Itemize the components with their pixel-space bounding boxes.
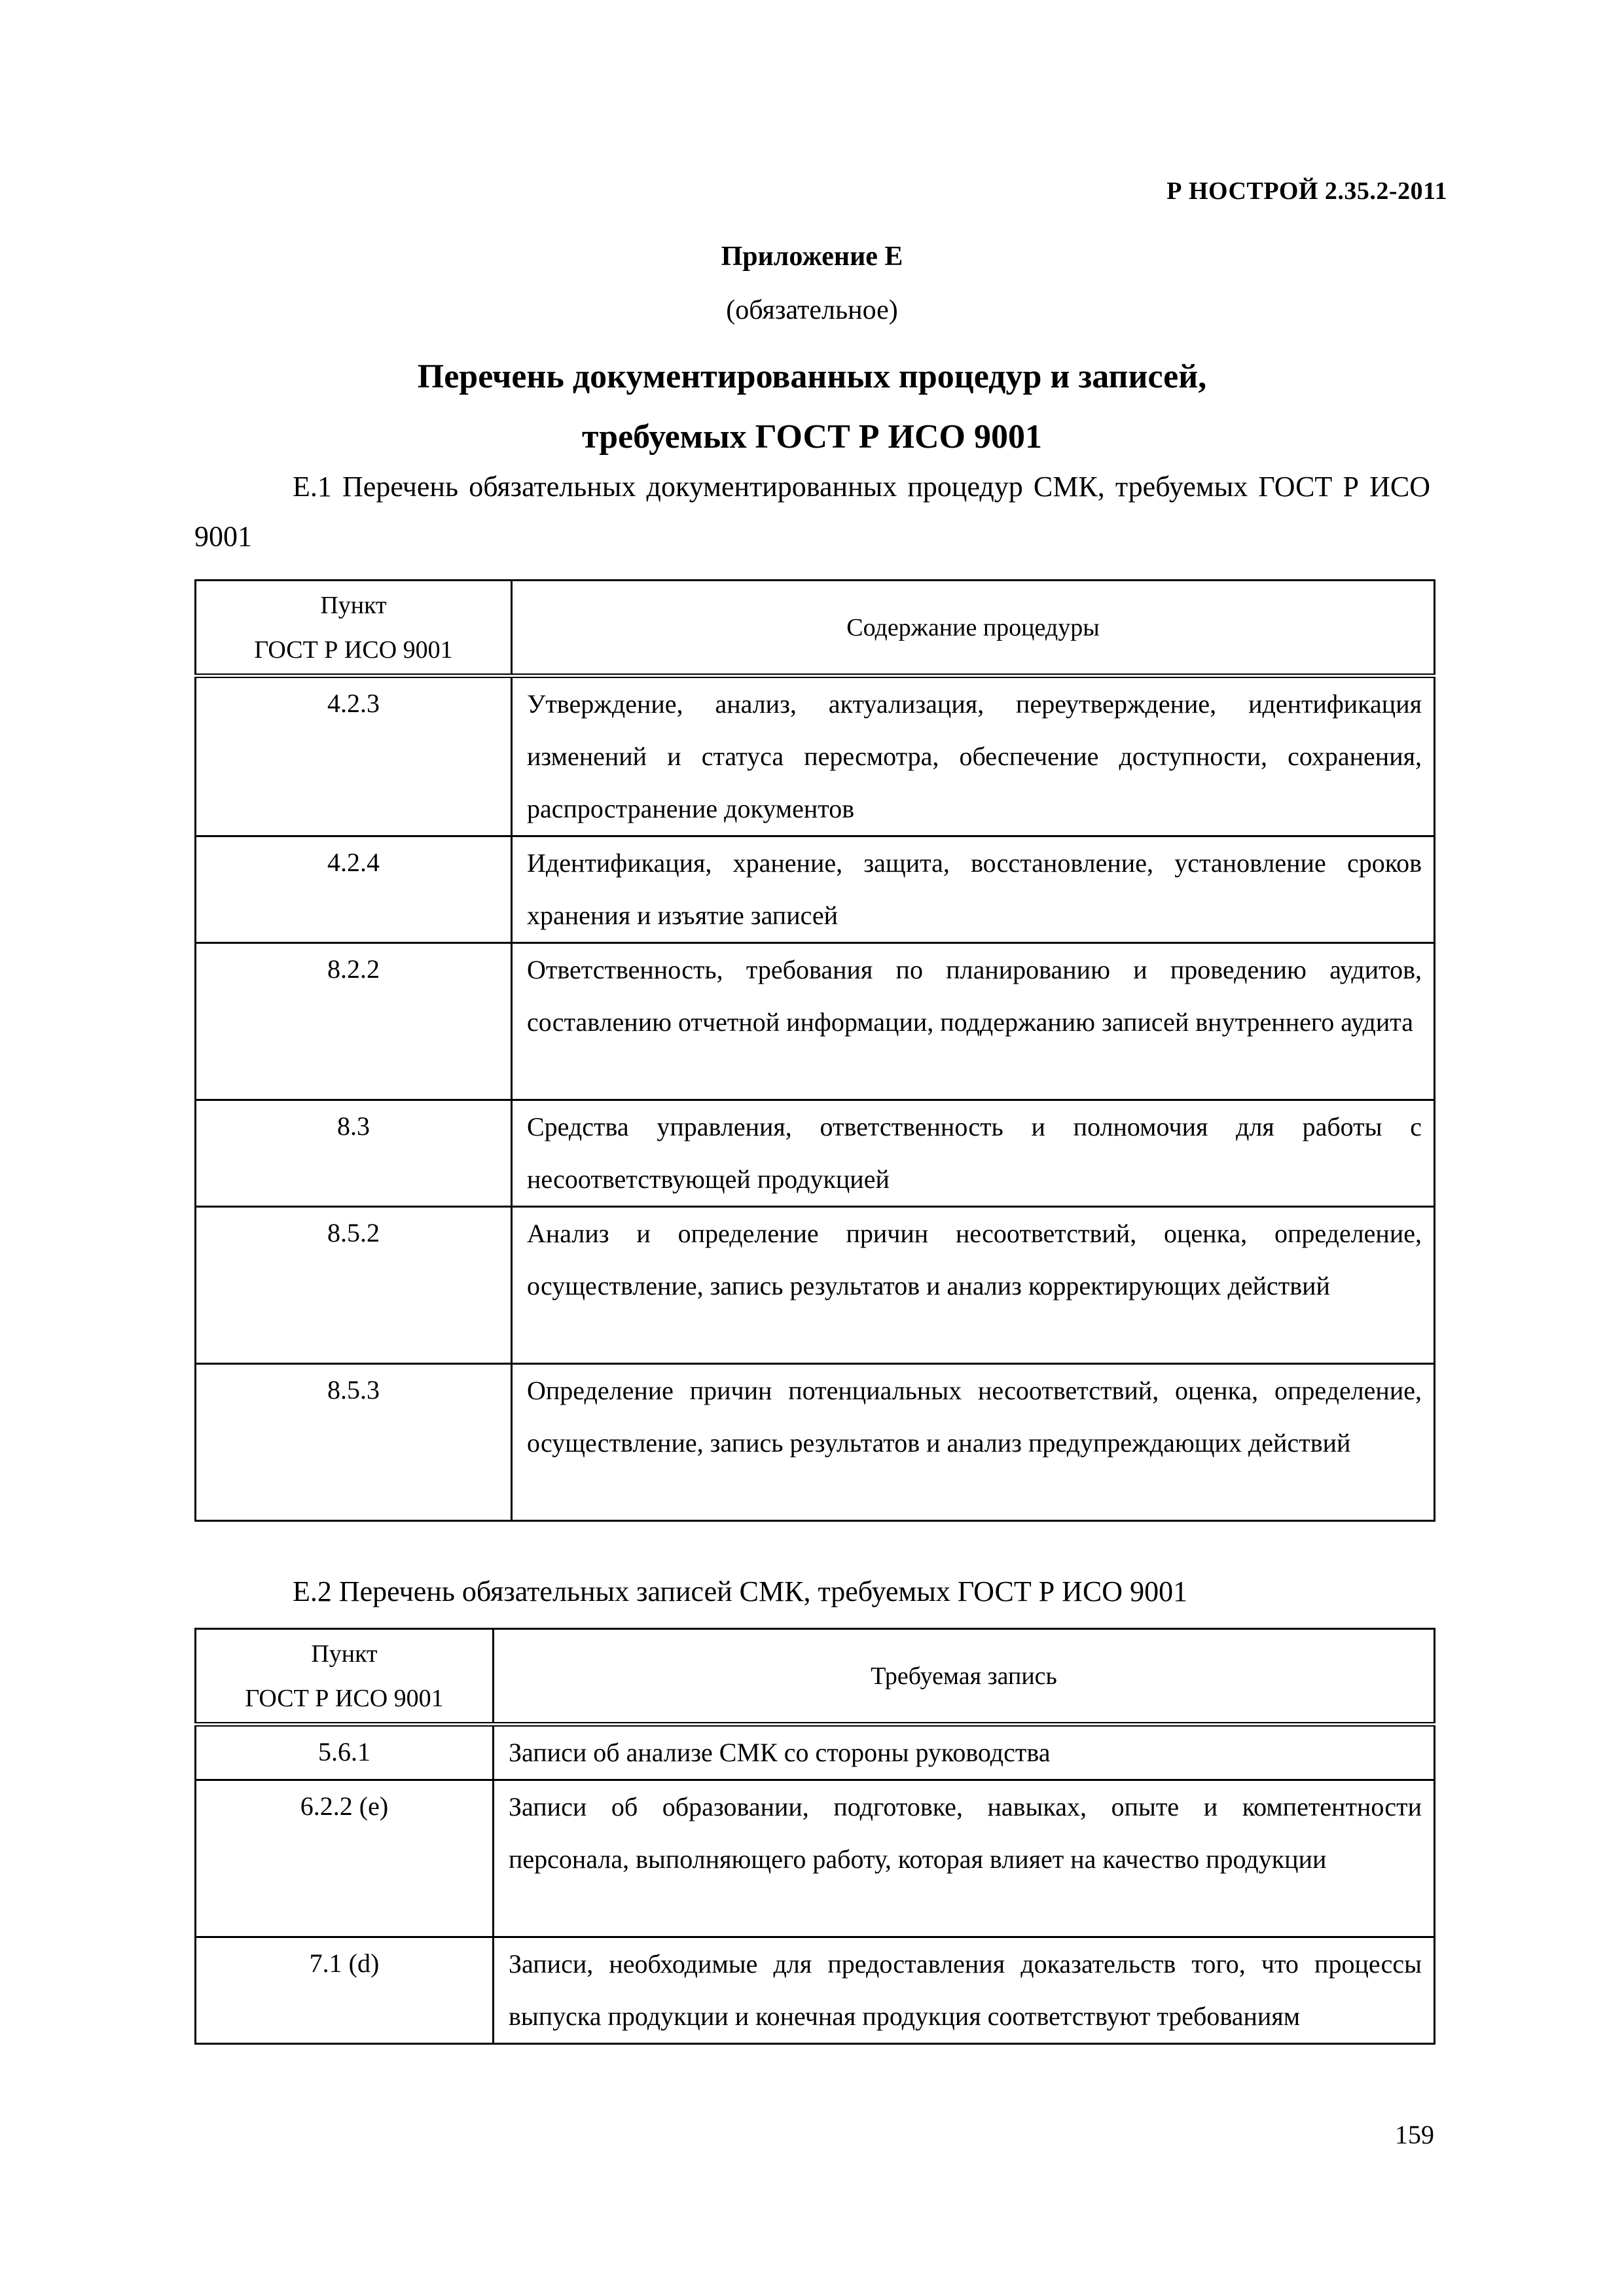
table-row bbox=[196, 943, 1435, 1100]
records-table bbox=[194, 1628, 1435, 2045]
content-cell: Идентификация, хранение, защита, восстановление, установление сроков хранения и изъятие записей bbox=[512, 836, 1435, 943]
document-code: Р НОСТРОЙ 2.35.2-2011 bbox=[1166, 177, 1447, 205]
clause-column-header bbox=[196, 581, 512, 676]
clause-header-line-2: ГОСТ Р ИСО 9001 bbox=[245, 1684, 444, 1712]
appendix-title: Приложение Е bbox=[721, 242, 903, 272]
table-row bbox=[196, 1937, 1435, 2044]
clause-cell: 5.6.1 bbox=[196, 1725, 494, 1780]
table-row bbox=[196, 1725, 1435, 1780]
clause-cell: 4.2.3 bbox=[196, 676, 512, 836]
record-cell: Записи об анализе СМК со стороны руководства bbox=[494, 1725, 1435, 1780]
clause-header-line-1: Пункт bbox=[320, 591, 387, 619]
record-cell: Записи, необходимые для предоставления доказательств того, что процессы выпуска продукции и конечная продукция соответствуют требованиям bbox=[494, 1937, 1435, 2044]
record-cell: Записи об образовании, подготовке, навыках, опыте и компетентности персонала, выполняющего работу, которая влияет на качество продукции bbox=[494, 1780, 1435, 1937]
clause-cell: 8.5.3 bbox=[196, 1364, 512, 1521]
content-cell: Определение причин потенциальных несоответствий, оценка, определение, осуществление, запись результатов и анализ предупреждающих действий bbox=[512, 1364, 1435, 1521]
clause-column-header bbox=[196, 1629, 494, 1725]
clause-cell: 6.2.2 (е) bbox=[196, 1780, 494, 1937]
table-row bbox=[196, 1100, 1435, 1207]
appendix-note: (обязательное) bbox=[726, 295, 898, 325]
content-column-header: Содержание процедуры bbox=[512, 581, 1435, 676]
main-title-line-1: Перечень документированных процедур и записей, bbox=[417, 358, 1207, 395]
clause-cell: 8.5.2 bbox=[196, 1207, 512, 1364]
table-header-row bbox=[196, 581, 1435, 676]
clause-cell: 8.3 bbox=[196, 1100, 512, 1207]
clause-cell: 7.1 (d) bbox=[196, 1937, 494, 2044]
content-cell: Ответственность, требования по планированию и проведению аудитов, составлению отчетной информации, поддержанию записей внутреннего аудита bbox=[512, 943, 1435, 1100]
main-title-line-2: требуемых ГОСТ Р ИСО 9001 bbox=[581, 418, 1042, 456]
table-row bbox=[196, 1780, 1435, 1937]
procedures-table bbox=[194, 579, 1435, 1522]
clause-cell: 4.2.4 bbox=[196, 836, 512, 943]
table-header-row bbox=[196, 1629, 1435, 1725]
clause-cell: 8.2.2 bbox=[196, 943, 512, 1100]
clause-header-line-1: Пункт bbox=[311, 1640, 378, 1668]
table-row bbox=[196, 836, 1435, 943]
table-row bbox=[196, 1364, 1435, 1521]
table-row bbox=[196, 676, 1435, 836]
clause-header-line-2: ГОСТ Р ИСО 9001 bbox=[254, 636, 453, 664]
section-2-heading: Е.2 Перечень обязательных записей СМК, требуемых ГОСТ Р ИСО 9001 bbox=[293, 1575, 1188, 1607]
main-title bbox=[0, 347, 1624, 467]
content-cell: Анализ и определение причин несоответствий, оценка, определение, осуществление, запись результатов и анализ корректирующих действий bbox=[512, 1207, 1435, 1364]
content-cell: Утверждение, анализ, актуализация, переутверждение, идентификация изменений и статуса пересмотра, обеспечение доступности, сохранения, распространение документов bbox=[512, 676, 1435, 836]
section-1-heading: Е.1 Перечень обязательных документированных процедур СМК, требуемых ГОСТ Р ИСО 9001 bbox=[194, 471, 1430, 552]
record-column-header: Требуемая запись bbox=[494, 1629, 1435, 1725]
page-number: 159 bbox=[1395, 2120, 1434, 2149]
content-cell: Средства управления, ответственность и полномочия для работы с несоответствующей продукцией bbox=[512, 1100, 1435, 1207]
table-row bbox=[196, 1207, 1435, 1364]
